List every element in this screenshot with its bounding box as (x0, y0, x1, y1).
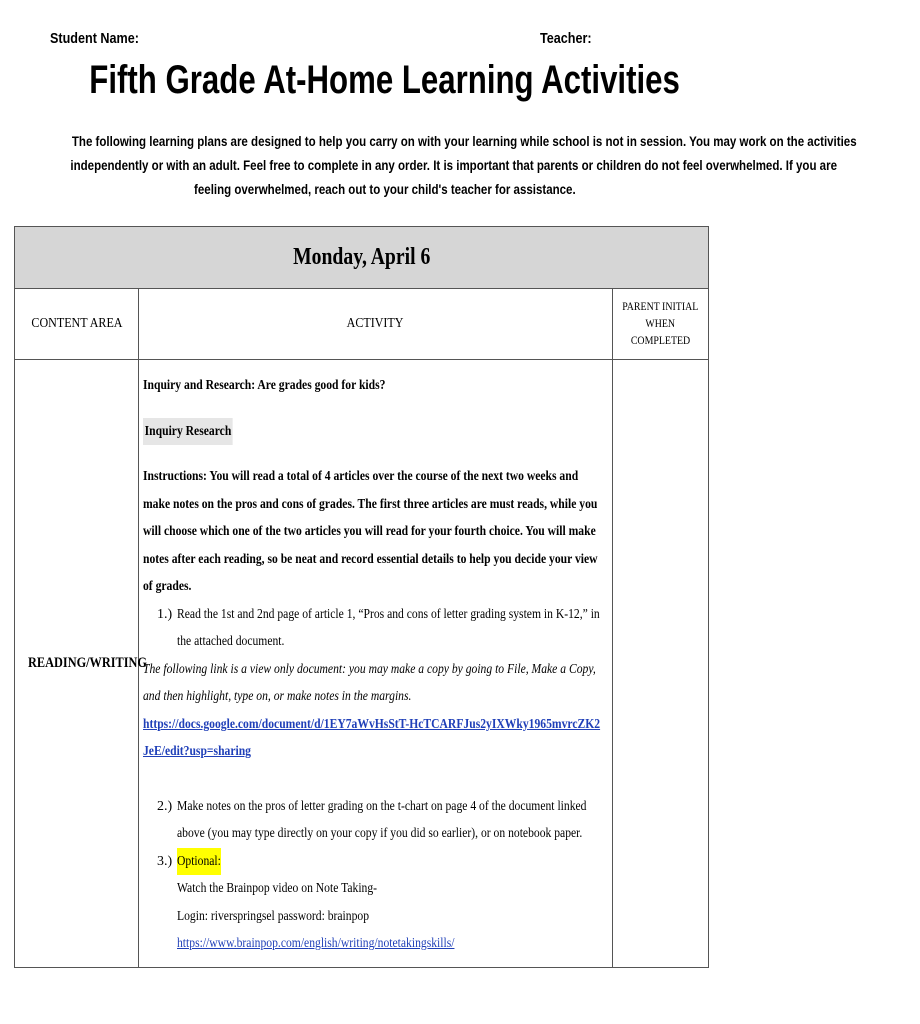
intro-line-text: independently or with an adult. Feel free to complete in any order. It is important that parents or children do not feel overwhelmed. If you are (70, 158, 837, 173)
intro-line-text: feeling overwhelmed, reach out to your child's teacher for assistance. (194, 182, 576, 197)
spacer (143, 445, 608, 463)
view-only-note (143, 683, 608, 711)
brainpop-link[interactable]: https://www.brainpop.com/english/writing/notetakingskills/ (177, 936, 455, 951)
google-doc-link-line[interactable] (143, 738, 608, 766)
google-doc-link[interactable]: https://docs.google.com/document/d/1EY7aWvHsStT-HcTCARFJus2yIXWky1965mvrcZK2 (143, 716, 601, 732)
step-1-text: Read the 1st and 2nd page of article 1, “Pros and cons of letter grading system in K-12,” in (177, 606, 600, 622)
step-1-continued (143, 628, 608, 656)
instructions-text: make notes on the pros and cons of grades. The first three articles are must reads, while you (143, 496, 598, 512)
google-doc-link-line[interactable] (143, 711, 608, 739)
step-3-line (143, 903, 608, 931)
intro-line (8, 178, 762, 202)
step-2-number: 2.) (157, 798, 173, 814)
spacer (143, 766, 608, 793)
step-3-line (143, 875, 608, 903)
instructions-line (143, 463, 608, 491)
optional-label: Optional: (177, 848, 221, 876)
spacer (143, 400, 608, 418)
student-name-label: Student Name: (50, 30, 139, 47)
activity-subheading-text: Inquiry Research (143, 418, 233, 446)
activity-topic (143, 372, 608, 400)
content-area-text: READING/WRITING (28, 655, 147, 671)
activity-header (139, 289, 613, 360)
activity-table (14, 226, 709, 968)
instructions-line (143, 491, 608, 519)
step-2 (143, 793, 608, 821)
activity-topic-text: Inquiry and Research: Are grades good for kids? (143, 378, 386, 393)
brainpop-link-line[interactable] (143, 930, 608, 958)
parent-initial-header-line: PARENT INITIAL (622, 300, 699, 313)
instructions-text: notes after each reading, so be neat and record essential details to help you decide your view (143, 551, 598, 567)
content-area-header-text: CONTENT AREA (30, 316, 123, 331)
instructions-text: Instructions: You will read a total of 4 articles over the course of the next two weeks and (143, 469, 579, 484)
instructions-line (143, 518, 608, 546)
activity-cell (139, 360, 613, 968)
activity-subheading (143, 418, 608, 446)
step-3-number: 3.) (157, 853, 173, 869)
table-row (15, 360, 709, 968)
step-1 (143, 601, 608, 629)
content-area-cell (15, 360, 147, 968)
teacher-label: Teacher: (540, 30, 592, 47)
instructions-line (143, 546, 608, 574)
instructions-text: will choose which one of the two articles you will read for your fourth choice. You will make (143, 524, 596, 539)
day-header (15, 227, 709, 289)
login-text: Login: riverspringsel password: brainpop (177, 908, 370, 924)
parent-initial-header-line: WHEN (645, 317, 676, 330)
intro-line (8, 154, 837, 178)
activity-header-text: ACTIVITY (347, 316, 404, 331)
view-only-note-text: and then highlight, type on, or make notes in the margins. (143, 689, 412, 704)
instructions-line (143, 573, 608, 601)
instructions-text: of grades. (143, 579, 192, 594)
step-1-number: 1.) (157, 606, 173, 622)
content-area-header (15, 289, 139, 360)
step-2-text: Make notes on the pros of letter grading on the t-chart on page 4 of the document linked (177, 798, 587, 814)
step-3 (143, 848, 608, 876)
page-title-text: Fifth Grade At-Home Learning Activities (89, 58, 681, 102)
intro-line-text: The following learning plans are designed to help you carry on with your learning while school is not in session. You may work on the activities (71, 134, 857, 149)
step-2-continued (143, 820, 608, 848)
step-2-text: above (you may type directly on your copy if you did so earlier), or on notebook paper. (177, 826, 583, 841)
parent-initial-header (613, 289, 709, 360)
day-title: Monday, April 6 (292, 244, 431, 270)
parent-initial-header-line: COMPLETED (630, 334, 691, 347)
view-only-note-text: The following link is a view only document: you may make a copy by going to File, Make a Copy, (143, 661, 596, 677)
intro-paragraph (8, 130, 857, 202)
google-doc-link[interactable]: JeE/edit?usp=sharing (143, 744, 252, 759)
parent-initial-cell[interactable] (613, 360, 709, 968)
page-title (0, 58, 770, 103)
view-only-note (143, 656, 608, 684)
step-3-text: Watch the Brainpop video on Note Taking- (177, 881, 378, 896)
step-1-text: the attached document. (177, 634, 285, 649)
intro-line (8, 130, 857, 154)
